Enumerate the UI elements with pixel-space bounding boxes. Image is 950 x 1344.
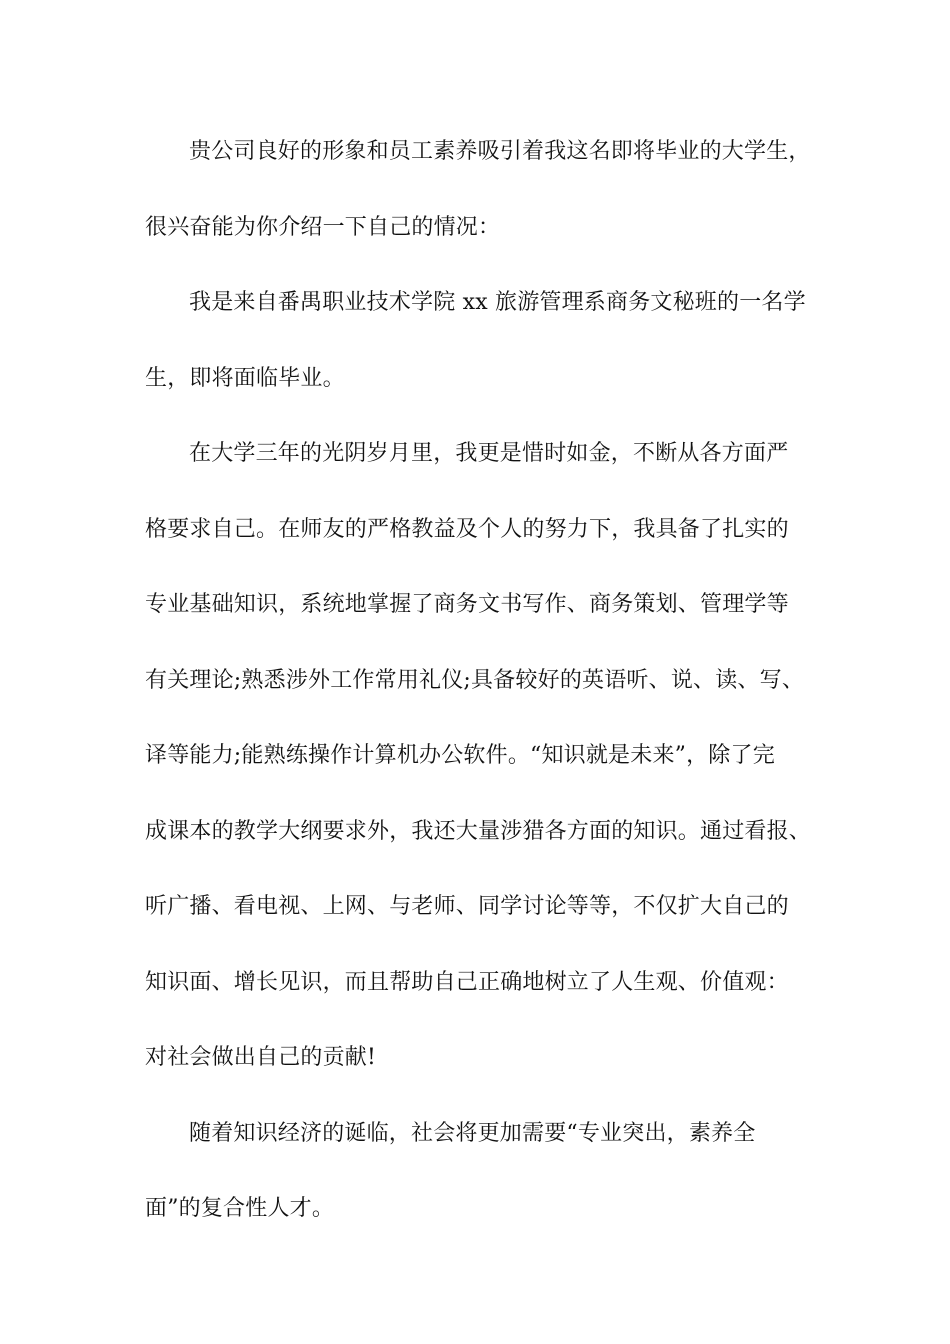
paragraph-line: 成课本的教学大纲要求外，我还大量涉猎各方面的知识。通过看报、	[145, 818, 812, 844]
paragraph-line: 有关理论;熟悉涉外工作常用礼仪;具备较好的英语听、说、读、写、	[145, 667, 805, 693]
paragraph	[145, 426, 835, 1106]
paragraph-line: 贵公司良好的形象和员工素养吸引着我这名即将毕业的大学生，	[189, 139, 811, 164]
paragraph-line: 知识面、增长见识，而且帮助自己正确地树立了人生观、价值观：	[145, 969, 789, 995]
paragraph-line: 格要求自己。在师友的严格教益及个人的努力下，我具备了扎实的	[145, 516, 789, 542]
paragraph-line: 译等能力;能熟练操作计算机办公软件。“知识就是未来”，除了完	[145, 743, 775, 768]
paragraph	[145, 124, 835, 275]
paragraph	[145, 275, 835, 426]
paragraph-line: 我是来自番禺职业技术学院 xx 旅游管理系商务文秘班的一名学	[189, 290, 806, 315]
paragraph-line: 对社会做出自己的贡献!	[145, 1045, 377, 1070]
paragraph-line: 专业基础知识，系统地掌握了商务文书写作、商务策划、管理学等	[145, 592, 789, 617]
paragraph-line: 听广播、看电视、上网、与老师、同学讨论等等，不仅扩大自己的	[145, 894, 789, 919]
paragraph-line: 很兴奋能为你介绍一下自己的情况：	[145, 214, 501, 240]
paragraph-line: 随着知识经济的诞临，社会将更加需要“专业突出，素养全	[189, 1120, 756, 1146]
paragraph-line: 面”的复合性人才。	[145, 1196, 335, 1221]
paragraph	[145, 1106, 835, 1257]
paragraph-line: 生，即将面临毕业。	[145, 365, 345, 391]
paragraph-line: 在大学三年的光阴岁月里，我更是惜时如金，不断从各方面严	[189, 441, 789, 466]
document-body	[145, 124, 835, 1257]
